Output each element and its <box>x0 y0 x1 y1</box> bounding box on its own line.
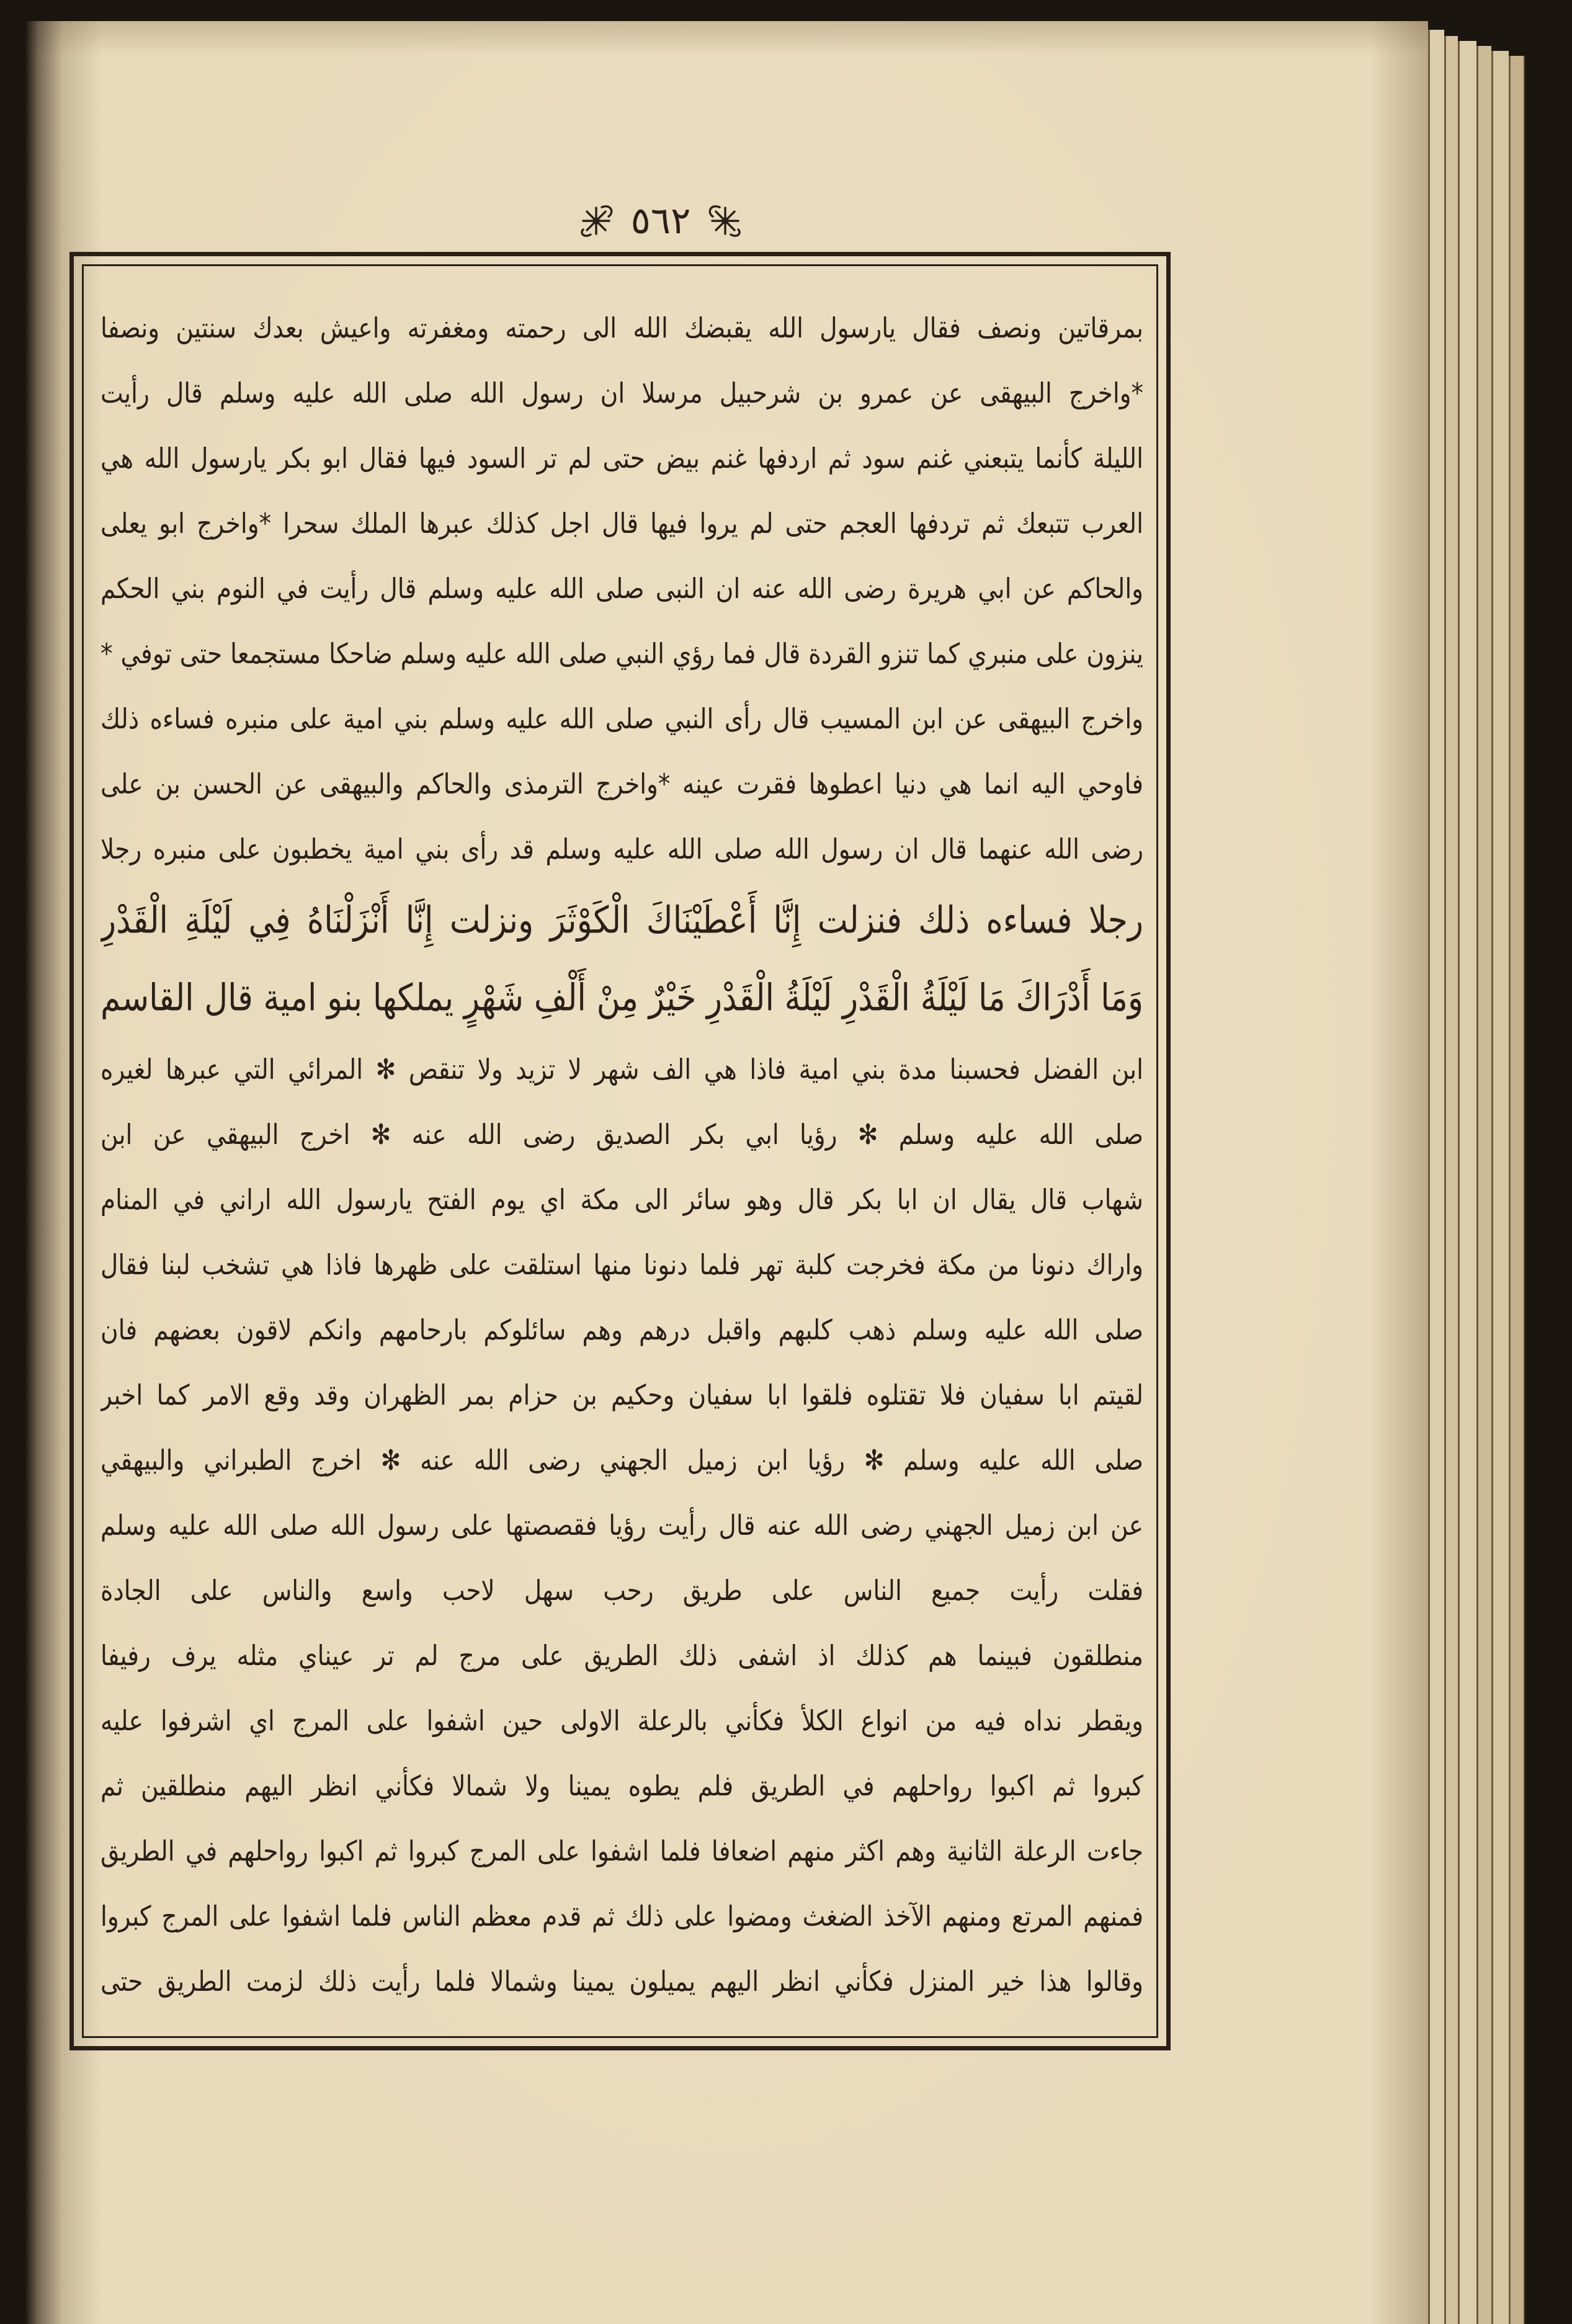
text-line: صلى الله عليه وسلم ✻ رؤيا ابي بكر الصديق رضى الله عنه ✻ اخرج البيهقي عن ابن <box>100 1119 1143 1151</box>
page-edges <box>1428 25 1525 2324</box>
text-line: بمرقاتين ونصف فقال يارسول الله يقبضك الله الى رحمته ومغفرته واعيش بعدك سنتين ونصفا <box>100 312 1143 345</box>
text-line: العرب تتبعك ثم تردفها العجم حتى لم يروا فيها قال اجل كذلك عبرها الملك سحرا *واخرج ابو يعلى <box>100 507 1143 540</box>
page-header <box>577 196 744 246</box>
body-text <box>100 297 1143 2015</box>
text-line: كبروا ثم اكبوا رواحلهم في الطريق فلم يطوه يمينا ولا شمالا فكأني انظر اليهم منطلقين ثم <box>100 1770 1143 1803</box>
text-line: جاءت الرعلة الثانية وهم اكثر منهم اضعافا فلما اشفوا على المرج كبروا ثم اكبوا رواحلهم في الطريق <box>100 1835 1143 1868</box>
page-edge-strip <box>1428 30 1444 2324</box>
text-line: وقالوا هذا خير المنزل فكأني انظر اليهم يميلون يمينا وشمالا فلما رأيت ذلك لزمت الطريق حتى <box>100 1965 1143 1998</box>
star-flourish-icon <box>706 199 744 243</box>
text-line: رضى الله عنهما قال ان رسول الله صلى الله عليه وسلم قد رأى بني امية يخطبون على منبره رجلا <box>100 833 1143 866</box>
text-line: فاوحي اليه انما هي دنيا اعطوها فقرت عينه *واخرج الترمذى والحاكم والبيهقى عن الحسن بن على <box>100 768 1143 801</box>
text-line: الليلة كأنما يتبعني غنم سود ثم اردفها غنم بيض حتى لم تر السود فيها فقال ابو بكر يارسول الله هي <box>100 442 1143 475</box>
star-flourish-icon <box>577 199 615 243</box>
quran-verse-line: رجلا فساءه ذلك فنزلت إِنَّا أَعْطَيْنَاكَ الْكَوْثَرَ ونزلت إِنَّا أَنْزَلْنَاهُ فِي لَيْلَةِ الْقَدْرِ <box>100 899 1143 942</box>
text-line: ينزون على منبري كما تنزو القردة قال فما رؤي النبي صلى الله عليه وسلم ضاحكا مستجمعا حتى توفي * <box>100 638 1143 671</box>
text-line: والحاكم عن ابي هريرة رضى الله عنه ان النبى صلى الله عليه وسلم قال رأيت في النوم بني الحكم <box>100 573 1143 606</box>
text-line: واخرج البيهقى عن ابن المسيب قال رأى النبي صلى الله عليه وسلم بني امية على منبره فساءه ذلك <box>100 703 1143 736</box>
page-edge-strip <box>1491 51 1509 2324</box>
page-edge-strip <box>1458 41 1476 2324</box>
text-line: واراك دنونا من مكة فخرجت كلبة تهر فلما دنونا منها استلقت على ظهرها فاذا هي تشخب لبنا فقال <box>100 1249 1143 1282</box>
page-edge-strip <box>1476 46 1491 2324</box>
quran-verse-line: وَمَا أَدْرَاكَ مَا لَيْلَةُ الْقَدْرِ لَيْلَةُ الْقَدْرِ خَيْرٌ مِنْ أَلْفِ شَهْرٍ يملكها بنو امية قال القاسم <box>100 977 1143 1020</box>
page-edge-strip <box>1444 36 1458 2324</box>
text-line: ابن الفضل فحسبنا مدة بني امية فاذا هي الف شهر لا تزيد ولا تنقص ✻ المرائي التي عبرها لغيره <box>100 1053 1143 1086</box>
text-line: فقلت رأيت جميع الناس على طريق رحب سهل لاحب واسع والناس على الجادة <box>100 1575 1143 1607</box>
text-line: صلى الله عليه وسلم ✻ رؤيا ابن زميل الجهني رضى الله عنه ✻ اخرج الطبراني والبيهقي <box>100 1444 1143 1477</box>
text-line: منطلقون فبينما هم كذلك اذ اشفى ذلك الطريق على مرج لم تر عيناي مثله يرف رفيفا <box>100 1640 1143 1673</box>
text-line: ويقطر نداه فيه من انواع الكلأ فكأني بالرعلة الاولى حين اشفوا على المرج اي اشرفوا عليه <box>100 1705 1143 1738</box>
page-number: ٥٦٢ <box>630 199 691 243</box>
text-line: عن ابن زميل الجهني رضى الله عنه قال رأيت رؤيا فقصصتها على رسول الله صلى الله عليه وسلم <box>100 1509 1143 1542</box>
text-line: لقيتم ابا سفيان فلا تقتلوه فلقوا ابا سفيان وحكيم بن حزام بمر الظهران وقد وقع الامر كما اخبر <box>100 1379 1143 1412</box>
text-line: *واخرج البيهقى عن عمرو بن شرحبيل مرسلا ان رسول الله صلى الله عليه وسلم قال رأيت <box>100 377 1143 410</box>
text-line: فمنهم المرتع ومنهم الآخذ الضغث ومضوا على ذلك ثم قدم معظم الناس فلما اشفوا على المرج كبروا <box>100 1900 1143 1933</box>
text-line: صلى الله عليه وسلم ذهب كلبهم واقبل درهم وهم سائلوكم بارحامهم وانكم لاقون بعضهم فان <box>100 1314 1143 1347</box>
page-edge-strip <box>1509 56 1525 2324</box>
text-line: شهاب قال يقال ان ابا بكر قال وهو سائر الى مكة اي يوم الفتح يارسول الله اراني في المنام <box>100 1184 1143 1217</box>
